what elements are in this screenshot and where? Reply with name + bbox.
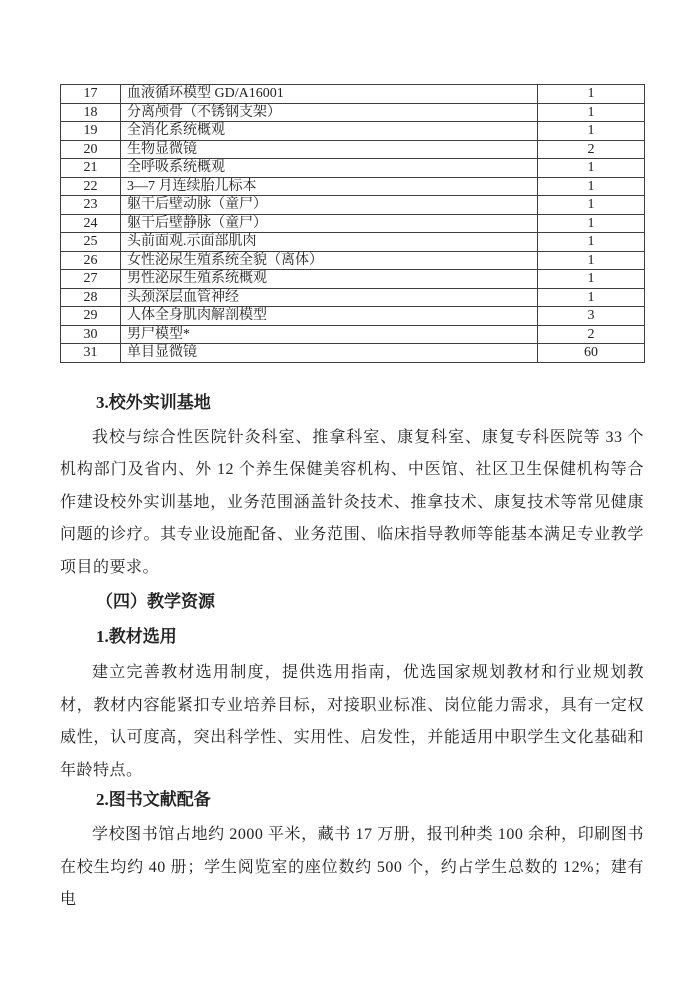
row-number-cell: 20 xyxy=(61,140,121,159)
textbook-selection-heading: 1.教材选用 xyxy=(96,627,177,646)
table-row xyxy=(61,214,645,233)
row-number-cell: 30 xyxy=(61,325,121,344)
textbook-selection-paragraph: 建立完善教材选用制度，提供选用指南，优选国家规划教材和行业规划教材，教材内容能紧扣专业培养目标，对接职业标准、岗位能力需求，具有一定权威性，认可度高，突出科学性、实用性、启发性，并能适用中职学生文化基础和年龄特点。 xyxy=(60,664,644,779)
row-number-cell: 27 xyxy=(61,270,121,289)
row-number-cell: 17 xyxy=(61,85,121,104)
quantity-cell: 1 xyxy=(538,85,645,104)
row-number-cell: 26 xyxy=(61,251,121,270)
table-row xyxy=(61,288,645,307)
quantity-cell: 1 xyxy=(538,251,645,270)
table-row xyxy=(61,270,645,289)
row-number-cell: 24 xyxy=(61,214,121,233)
library-resources-heading: 2.图书文献配备 xyxy=(96,790,211,809)
table-row xyxy=(61,251,645,270)
quantity-cell: 1 xyxy=(538,177,645,196)
equipment-table xyxy=(60,84,645,363)
table-row xyxy=(61,103,645,122)
quantity-cell: 1 xyxy=(538,214,645,233)
row-number-cell: 25 xyxy=(61,233,121,252)
quantity-cell: 1 xyxy=(538,196,645,215)
quantity-cell: 1 xyxy=(538,159,645,178)
quantity-cell: 1 xyxy=(538,122,645,141)
row-number-cell: 23 xyxy=(61,196,121,215)
item-name-cell: 全消化系统概观 xyxy=(121,122,538,141)
table-row xyxy=(61,233,645,252)
quantity-cell: 1 xyxy=(538,270,645,289)
quantity-cell: 2 xyxy=(538,140,645,159)
offcampus-training-base-heading: 3.校外实训基地 xyxy=(96,392,211,412)
quantity-cell: 1 xyxy=(538,103,645,122)
item-name-cell: 血液循环模型 GD/A16001 xyxy=(121,85,538,104)
quantity-cell: 1 xyxy=(538,288,645,307)
table-row xyxy=(61,307,645,326)
table-row xyxy=(61,196,645,215)
item-name-cell: 全呼吸系统概观 xyxy=(121,159,538,178)
table-row xyxy=(61,85,645,104)
row-number-cell: 29 xyxy=(61,307,121,326)
item-name-cell: 头颈深层血管神经 xyxy=(121,288,538,307)
row-number-cell: 21 xyxy=(61,159,121,178)
table-row xyxy=(61,140,645,159)
row-number-cell: 18 xyxy=(61,103,121,122)
equipment-table-body xyxy=(61,85,645,363)
item-name-cell: 单目显微镜 xyxy=(121,344,538,363)
teaching-resources-heading: （四）教学资源 xyxy=(96,592,215,611)
table-row xyxy=(61,325,645,344)
document-body xyxy=(60,84,644,917)
quantity-cell: 1 xyxy=(538,233,645,252)
item-name-cell: 分离颅骨（不锈钢支架） xyxy=(121,103,538,122)
item-name-cell: 3—7 月连续胎儿标本 xyxy=(121,177,538,196)
library-resources-paragraph: 学校图书馆占地约 2000 平米，藏书 17 万册，报刊种类 100 余种，印刷图书在校生均约 40 册；学生阅览室的座位数约 500 个，约占学生总数的 12%；建有电 xyxy=(60,826,644,908)
item-name-cell: 躯干后壁静脉（童尸） xyxy=(121,214,538,233)
quantity-cell: 60 xyxy=(538,344,645,363)
table-row xyxy=(61,344,645,363)
table-row xyxy=(61,122,645,141)
item-name-cell: 人体全身肌肉解剖模型 xyxy=(121,307,538,326)
item-name-cell: 生物显微镜 xyxy=(121,140,538,159)
quantity-cell: 3 xyxy=(538,307,645,326)
item-name-cell: 男尸模型* xyxy=(121,325,538,344)
row-number-cell: 22 xyxy=(61,177,121,196)
table-row xyxy=(61,177,645,196)
item-name-cell: 女性泌尿生殖系统全貌（离体） xyxy=(121,251,538,270)
row-number-cell: 28 xyxy=(61,288,121,307)
table-row xyxy=(61,159,645,178)
offcampus-training-base-paragraph: 我校与综合性医院针灸科室、推拿科室、康复科室、康复专科医院等 33 个机构部门及省内、外 12 个养生保健美容机构、中医馆、社区卫生保健机构等合作建设校外实训基地，业务范围涵盖针灸技术、推拿技术、康复技术等常见健康问题的诊疗。其专业设施配备、业务范围、临床指导教师等能基本满足专业教学项目的要求。 xyxy=(60,428,644,576)
item-name-cell: 躯干后壁动脉（童尸） xyxy=(121,196,538,215)
item-name-cell: 头前面观.示面部肌肉 xyxy=(121,233,538,252)
quantity-cell: 2 xyxy=(538,325,645,344)
row-number-cell: 31 xyxy=(61,344,121,363)
row-number-cell: 19 xyxy=(61,122,121,141)
item-name-cell: 男性泌尿生殖系统概观 xyxy=(121,270,538,289)
